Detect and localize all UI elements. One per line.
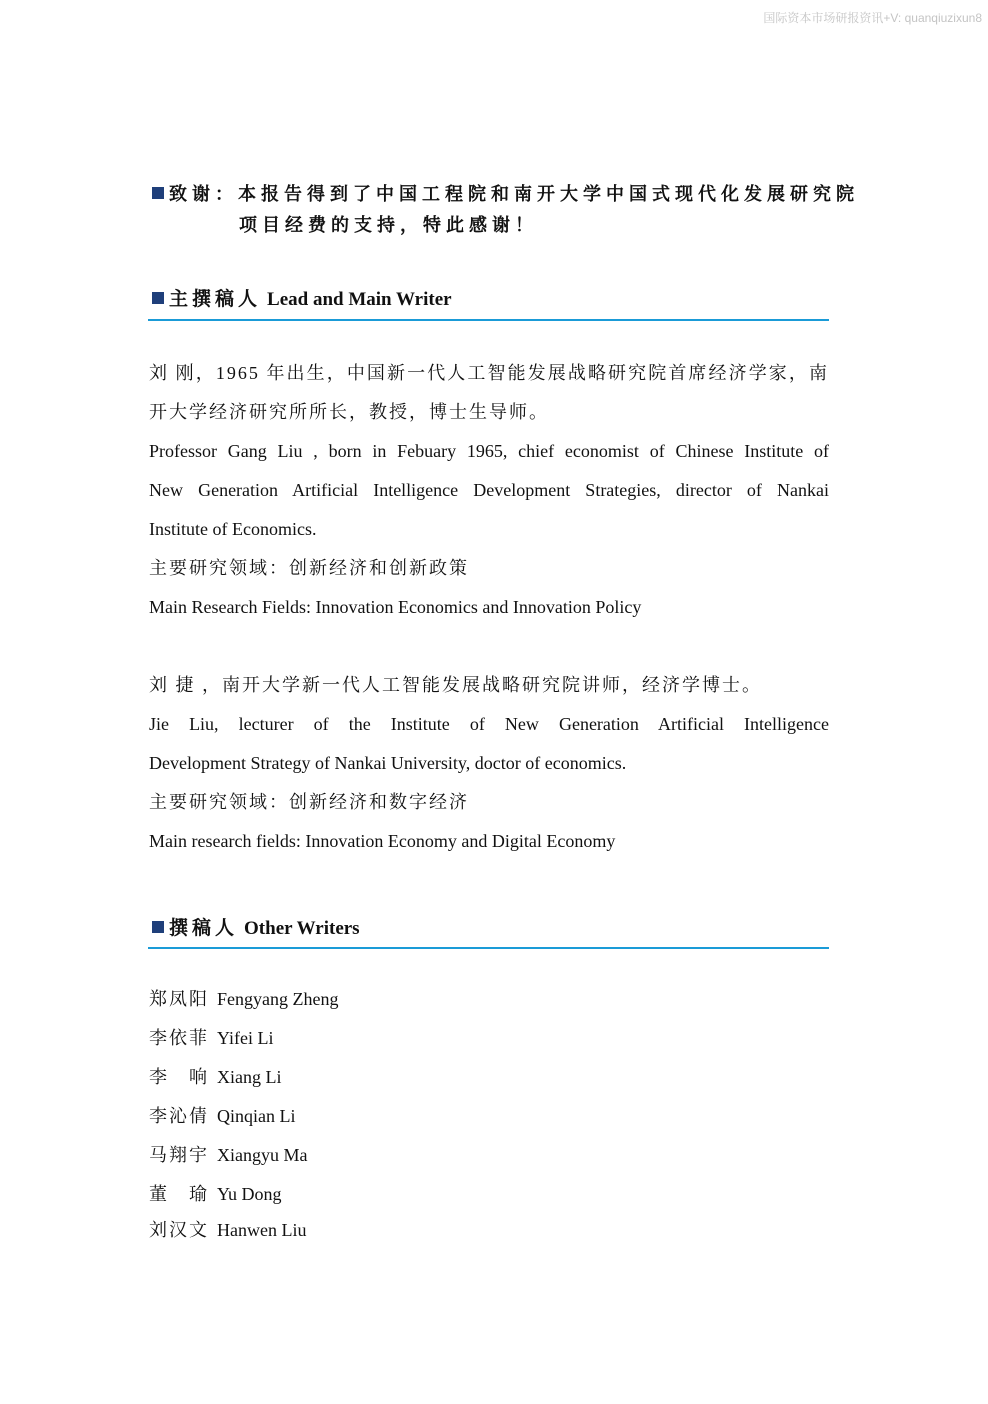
writer-name-zh: 马翔宇 (149, 1145, 209, 1165)
list-item (149, 1097, 338, 1136)
ack-line-1: 致谢：本报告得到了中国工程院和南开大学中国式现代化发展研究院 (169, 184, 859, 205)
bullet-square-icon (152, 921, 164, 933)
bio-zh-line: 刘 刚，1965 年出生，中国新一代人工智能发展战略研究院首席经济学家，南 (149, 363, 829, 383)
research-fields-zh: 主要研究领域：创新经济和数字经济 (149, 792, 469, 812)
writer-name-zh: 李 响 (149, 1067, 209, 1087)
list-item (149, 1058, 338, 1097)
research-fields-en: Main research fields: Innovation Economy and Digital Economy (149, 831, 616, 851)
writer-name-en: Xiangyu Ma (217, 1145, 308, 1165)
acknowledgement (152, 179, 859, 241)
list-item (149, 1175, 338, 1214)
bullet-square-icon (152, 187, 164, 199)
writer-name-zh: 董 瑜 (149, 1184, 209, 1204)
section-divider (148, 319, 829, 321)
research-fields-en: Main Research Fields: Innovation Economics and Innovation Policy (149, 597, 642, 617)
bio-en-line: Institute of Economics. (149, 519, 317, 539)
writer-name-en: Xiang Li (217, 1067, 282, 1087)
ack-line-2: 项目经费的支持，特此感谢！ (239, 215, 538, 236)
bio-en-line: Jie Liu, lecturer of the Institute of New Generation Artificial Intelligence (149, 714, 829, 734)
bio-zh-line: 开大学经济研究所所长，教授，博士生导师。 (149, 402, 549, 422)
writer-name-en: Yifei Li (217, 1028, 274, 1048)
list-item (149, 1136, 338, 1175)
bio-zh-line: 刘 捷 ，南开大学新一代人工智能发展战略研究院讲师，经济学博士。 (149, 675, 762, 695)
writer-name-en: Fengyang Zheng (217, 989, 339, 1009)
other-writers-list (149, 980, 338, 1246)
bullet-square-icon (152, 292, 164, 304)
heading-zh: 撰稿人 (169, 918, 239, 939)
section-divider (148, 947, 829, 949)
bio-en-line: Professor Gang Liu , born in Febuary 1965, chief economist of Chinese Institute of (149, 441, 829, 461)
writer-name-en: Yu Dong (217, 1184, 282, 1204)
writer-name-zh: 李沁倩 (149, 1106, 209, 1126)
writer-name-zh: 郑凤阳 (149, 989, 209, 1009)
writer-name-zh: 刘汉文 (149, 1220, 209, 1240)
lead-writers-heading (152, 284, 452, 311)
heading-en: Lead and Main Writer (267, 289, 452, 310)
research-fields-zh: 主要研究领域：创新经济和创新政策 (149, 558, 469, 578)
heading-en: Other Writers (244, 918, 360, 939)
writer-bio-jie-liu (149, 666, 829, 861)
watermark: 国际资本市场研报资讯+V: quanqiuzixun8 (763, 11, 982, 25)
bio-en-line: New Generation Artificial Intelligence Development Strategies, director of Nankai (149, 480, 829, 500)
list-item (149, 1019, 338, 1058)
writer-name-en: Hanwen Liu (217, 1220, 307, 1240)
writer-name-en: Qinqian Li (217, 1106, 296, 1126)
other-writers-heading (152, 913, 360, 940)
heading-zh: 主撰稿人 (169, 289, 262, 310)
writer-name-zh: 李依菲 (149, 1028, 209, 1048)
bio-en-line: Development Strategy of Nankai University, doctor of economics. (149, 753, 627, 773)
writer-bio-gang-liu (149, 354, 829, 627)
list-item (149, 980, 338, 1019)
list-item (149, 1214, 338, 1246)
